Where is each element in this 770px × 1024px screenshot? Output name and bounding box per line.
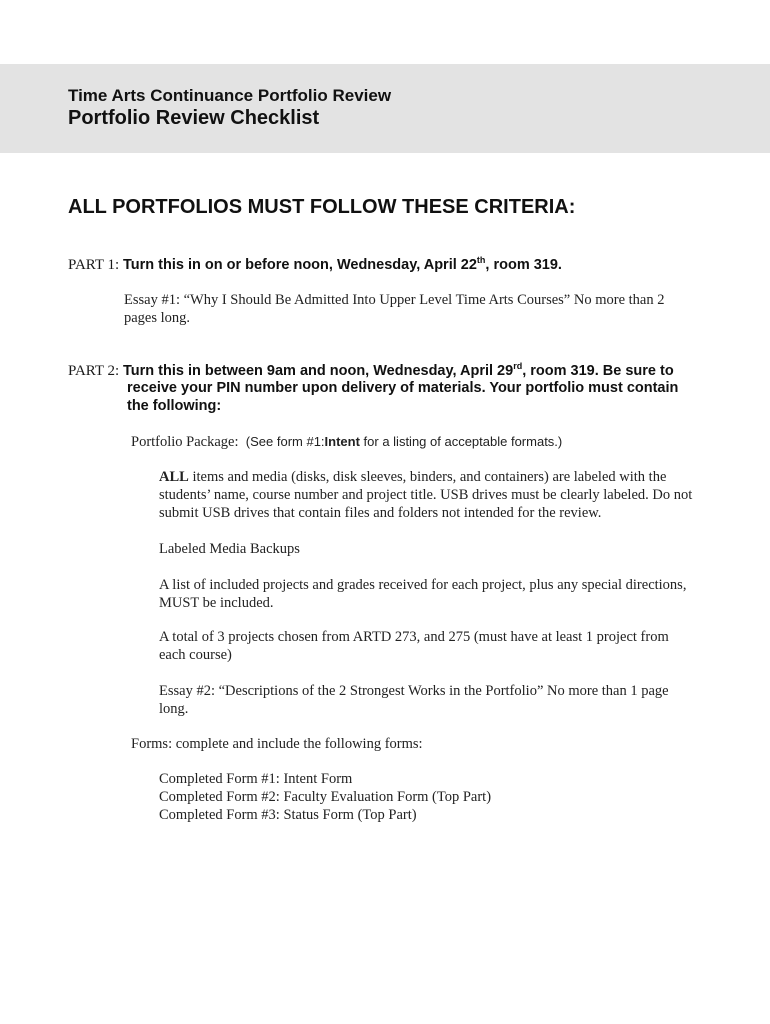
part1-essay-line: Essay #1: “Why I Should Be Admitted Into Upper Level Time Arts Courses” No more than 2 (124, 292, 665, 308)
portfolio-package-note: (See form #1:Intent for a listing of acceptable formats.) (245, 434, 563, 449)
part1-essay (124, 291, 664, 327)
portfolio-package-line (131, 433, 562, 451)
part1-label: PART 1: (68, 256, 120, 273)
part2-instruction (68, 361, 674, 380)
form-item: Completed Form #3: Status Form (Top Part) (159, 807, 417, 823)
criteria-heading: ALL PORTFOLIOS MUST FOLLOW THESE CRITERIA: (68, 196, 576, 218)
header-subtitle: Time Arts Continuance Portfolio Review (68, 86, 392, 105)
project-list-item: A list of included projects and grades received for each project, plus any special directions, MUST be included. (159, 577, 687, 611)
page-title: Portfolio Review Checklist (68, 107, 320, 129)
part1-deadline: Turn this in on or before noon, Wednesday, April 22th, room 319. (122, 255, 562, 273)
forms-list (159, 770, 491, 824)
essay2-item: Essay #2: “Descriptions of the 2 Strongest Works in the Portfolio” No more than 1 page long. (159, 683, 669, 717)
part2-instruction-line2: receive your PIN number upon delivery of materials. Your portfolio must contain (127, 380, 679, 396)
form-item: Completed Form #1: Intent Form (159, 771, 353, 787)
part1-instruction (68, 255, 562, 274)
part2-label: PART 2: (68, 362, 120, 379)
labeling-requirement: ALL items and media (disks, disk sleeves, binders, and containers) are labeled with the students’ name, course number and project title. USB drives must be clearly labeled. Do not submit USB drives that contain files and folders not intended for the review. (159, 469, 693, 521)
part2-deadline: Turn this in between 9am and noon, Wednesday, April 29rd, room 319. Be sure to (122, 361, 674, 379)
part2-instruction-line3: the following: (127, 398, 222, 414)
all-emphasis: ALL (159, 469, 189, 485)
portfolio-package-label: Portfolio Package: (131, 434, 239, 450)
forms-label: Forms: complete and include the following forms: (131, 736, 423, 752)
part1-essay-line: pages long. (124, 310, 191, 326)
media-backups-item: Labeled Media Backups (159, 541, 300, 557)
project-total-item: A total of 3 projects chosen from ARTD 273, and 275 (must have at least 1 project from each course) (159, 629, 669, 663)
form-item: Completed Form #2: Faculty Evaluation Form (Top Part) (159, 789, 492, 805)
